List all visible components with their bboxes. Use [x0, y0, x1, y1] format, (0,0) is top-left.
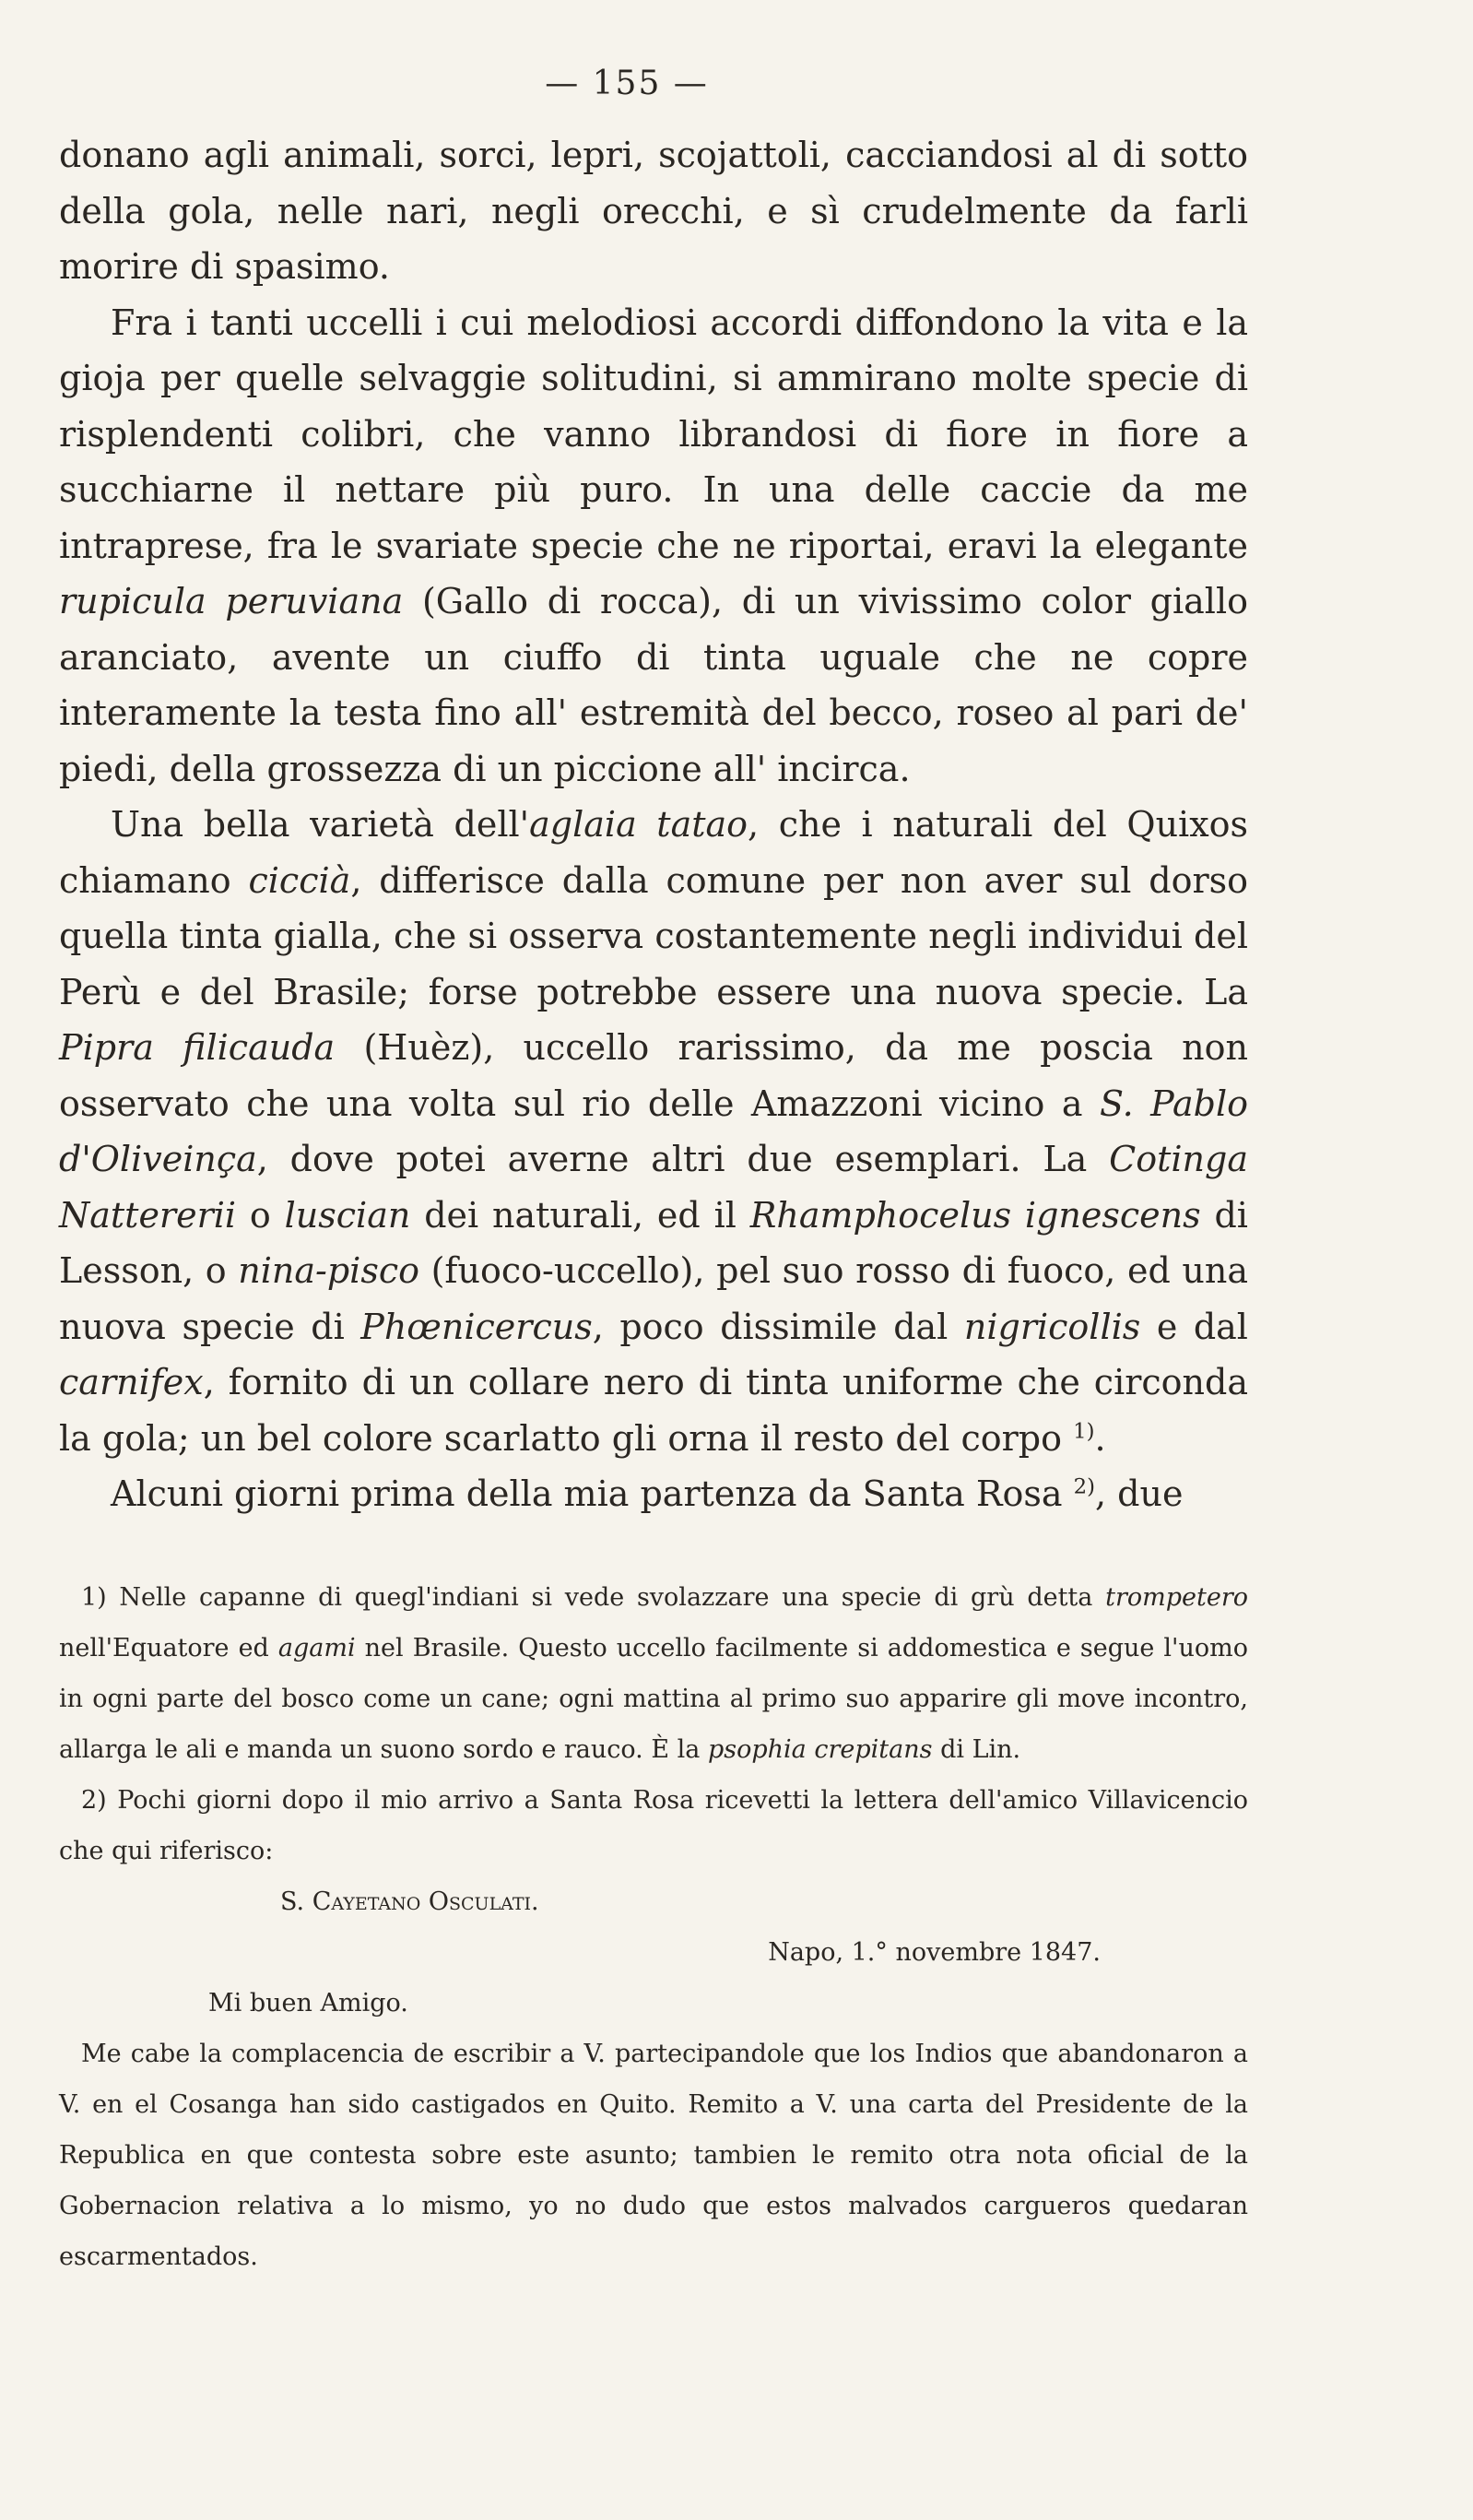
text-run: , poco dissimile dal	[592, 1306, 949, 1347]
footnote-1	[59, 1572, 1248, 1775]
species-name: nigricollis	[963, 1306, 1141, 1347]
page-number: — 155 —	[545, 65, 709, 102]
text-run: nell'Equatore ed	[59, 1634, 269, 1662]
text-run: Fra i tanti uccelli i cui melodiosi accordi diffondono la vita e la gioja per quelle selvaggie solitudini, si ammirano molte specie di risplendenti colibri, che vanno librandosi di fiore in fiore a succhiarne il nettare più puro. In una delle caccie da me intraprese, fra le svariate specie che ne riportai, eravi la elegante	[59, 302, 1248, 566]
text-run: nel Brasile. Questo uccello facilmente si addomestica e segue l'uomo in ogni parte del bosco come un cane; ogni mattina al primo suo apparire gli move incontro, allarga le ali e manda un suono sordo e rauco. È la	[59, 1634, 1248, 1764]
species-name: carnifex	[59, 1362, 204, 1402]
species-name: nina-pisco	[238, 1250, 419, 1291]
text-run: 1) Nelle capanne di quegl'indiani si vede svolazzare una specie di grù detta	[81, 1583, 1093, 1612]
paragraph-1	[59, 127, 1248, 295]
text-run: , due	[1094, 1473, 1184, 1514]
species-name: trompetero	[1105, 1583, 1248, 1612]
footnote-ref: 1)	[1073, 1418, 1095, 1443]
text-run: Alcuni giorni prima della mia partenza da Santa Rosa	[111, 1473, 1063, 1514]
species-name: agami	[277, 1634, 356, 1662]
species-name: Phœnicercus	[360, 1306, 593, 1347]
species-name: Rhamphocelus ignescens	[749, 1194, 1201, 1236]
text-run: dei naturali, ed il	[424, 1194, 736, 1236]
footnotes	[59, 1572, 1248, 2282]
species-name: luscian	[284, 1194, 411, 1236]
letter-dateline: Napo, 1.° novembre 1847.	[768, 1938, 1101, 1967]
text-run: , dove potei averne altri due esemplari. La	[256, 1139, 1088, 1179]
text-run: Una bella varietà dell'	[111, 804, 530, 845]
text-run: , differisce dalla comune per non aver sul dorso quella tinta gialla, che si osserva costantemente negli individui del Perù e del Brasile; forse potrebbe essere una nuova specie. La	[59, 859, 1248, 1012]
text-run: (fuoco-uccello), pel suo rosso di fuoco, ed una nuova specie di	[59, 1250, 1248, 1347]
letter-body: Me cabe la complacencia de escribir a V. partecipandole que los Indios que abandonaron a V. en el Cosanga han sido castigados en Quito. Remito a V. una carta del Presidente de la Republica en que contesta sobre este asunto; tambien le remito otra nota oficial de la Gobernacion relativa a lo mismo, yo no dudo que estos malvados cargueros quedaran escarmentados.	[59, 2040, 1248, 2271]
text-run: di Lesson, o	[59, 1194, 1248, 1291]
species-name: rupicula peruviana	[59, 581, 404, 621]
paragraph-1-text: donano agli animali, sorci, lepri, scojattoli, cacciandosi al di sotto della gola, nelle nari, negli orecchi, e sì crudelmente da farli morire di spasimo.	[59, 135, 1248, 287]
species-name: ciccià	[248, 859, 351, 901]
species-name: psophia crepitans	[707, 1735, 933, 1764]
footnote-ref: 2)	[1073, 1474, 1095, 1499]
footnote-2: 2) Pochi giorni dopo il mio arrivo a Santa Rosa ricevetti la lettera dell'amico Villavicencio che qui riferisco:	[59, 1786, 1248, 1865]
species-name: Cotinga Nattererii	[59, 1139, 1248, 1236]
text-run: , fornito di un collare nero di tinta uniforme che circonda la gola; un bel colore scarlatto gli orna il resto del corpo	[59, 1362, 1248, 1459]
paragraph-2	[59, 295, 1248, 798]
species-name: Pipra filicauda	[59, 1027, 336, 1068]
letter-signature: S. Cayetano Osculati.	[280, 1887, 539, 1916]
species-name: aglaia tatao	[529, 804, 748, 845]
text-run: (Gallo di rocca), di un vivissimo color giallo aranciato, avente un ciuffo di tinta uguale che ne copre interamente la testa fino all' estremità del becco, roseo al pari de' piedi, della grossezza di un piccione all' incirca.	[59, 581, 1248, 789]
place-name: S. Pablo d'Oliveinça	[59, 1083, 1248, 1179]
paragraph-3	[59, 797, 1248, 1466]
text-run: , che i naturali del Quixos chiamano	[59, 804, 1249, 901]
letter-greeting: Mi buen Amigo.	[208, 1989, 408, 2017]
text-run: o	[249, 1194, 271, 1236]
text-run: (Huèz), uccello rarissimo, da me poscia non osservato che una volta sul rio delle Amazzoni vicino a	[59, 1027, 1248, 1124]
text-run: e dal	[1156, 1306, 1248, 1347]
text-run: .	[1094, 1417, 1106, 1459]
text-run: di Lin.	[940, 1735, 1021, 1764]
paragraph-4	[59, 1466, 1248, 1522]
main-text	[59, 127, 1248, 1522]
